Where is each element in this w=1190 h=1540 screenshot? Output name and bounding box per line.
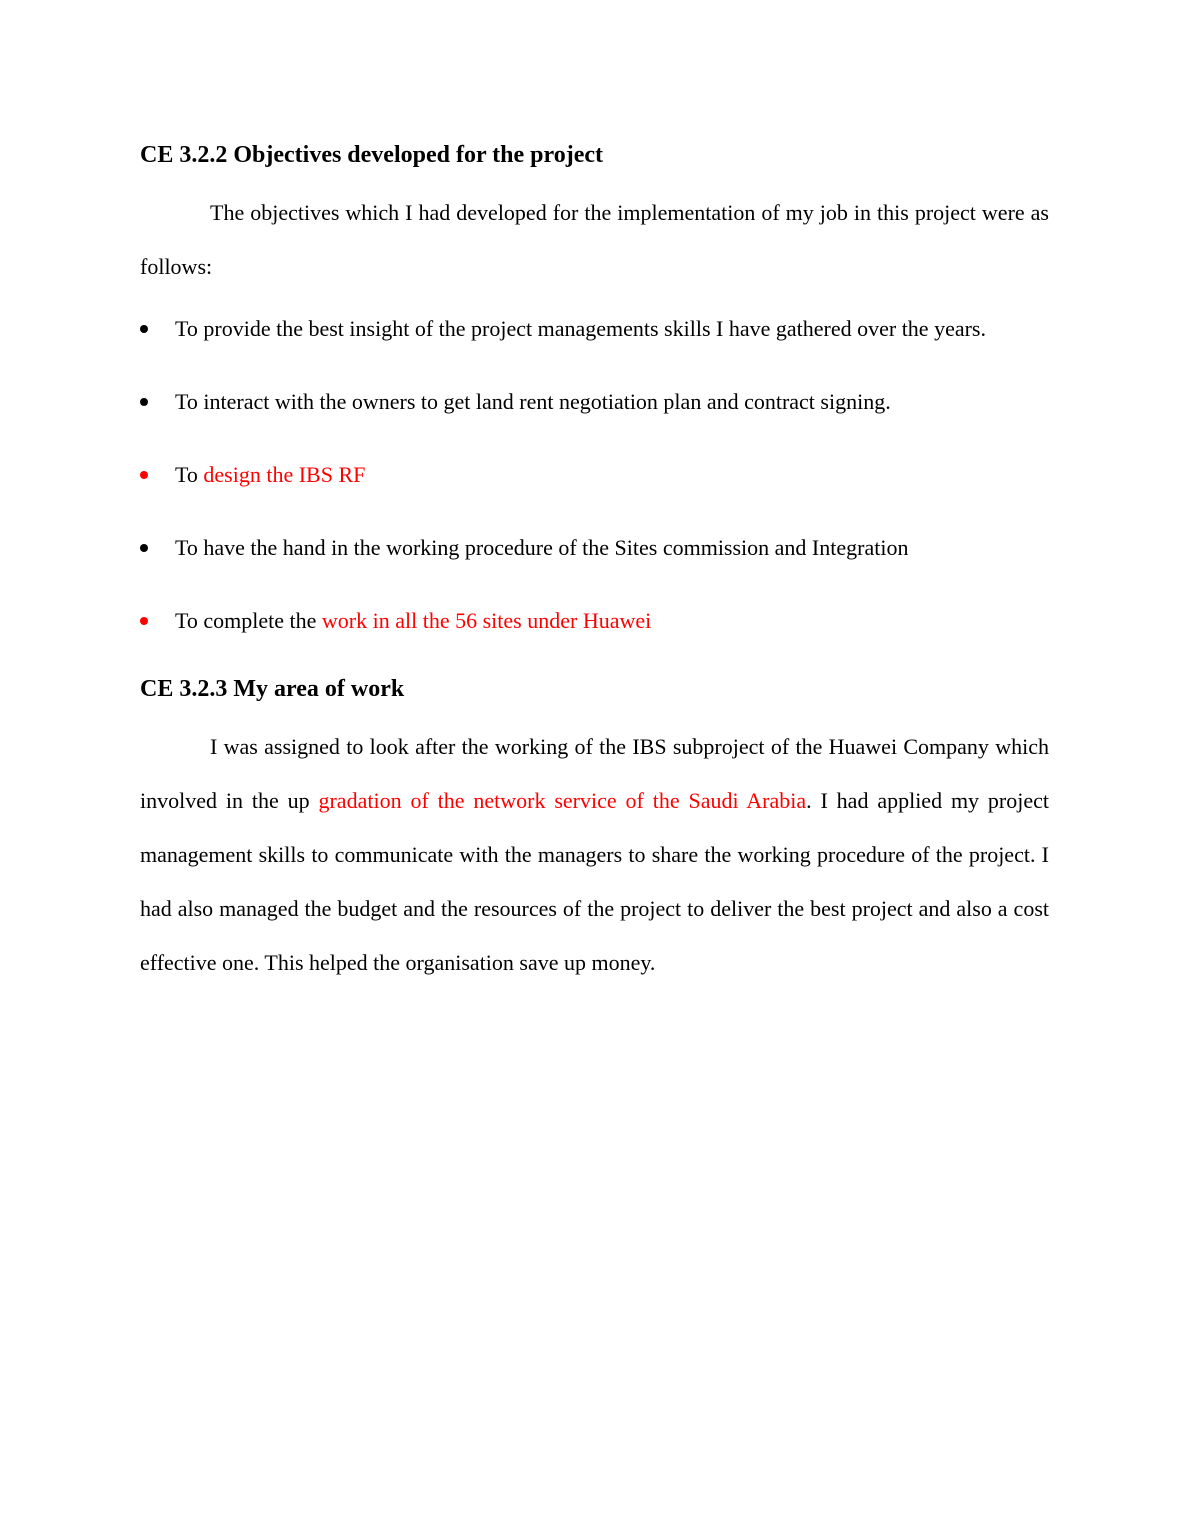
section-heading-objectives: CE 3.2.2 Objectives developed for the project xyxy=(140,142,604,168)
list-item xyxy=(140,386,1049,418)
item-text: To have the hand in the working procedure of the Sites commission and Integration xyxy=(175,535,909,560)
bullet-icon xyxy=(140,617,148,625)
body-text-continued: . I had applied my project management skills to communicate with the managers to share the working procedure of the project. I had also managed the budget and the resources of the project to deliver the best project and also a cost effective one. This helped the organisation save up money. xyxy=(140,788,1050,975)
item-text: To complete the xyxy=(175,608,322,633)
list-item xyxy=(140,313,1049,345)
bullet-icon xyxy=(140,471,148,479)
body-highlight: gradation of the network service of the Saudi Arabia xyxy=(318,788,807,813)
list-item xyxy=(140,532,1049,564)
page-content xyxy=(140,138,1049,990)
item-highlight: work in all the 56 sites under Huawei xyxy=(321,608,652,633)
item-text: To interact with the owners to get land rent negotiation plan and contract signing. xyxy=(175,389,891,414)
list-item xyxy=(140,605,1049,637)
bullet-icon xyxy=(140,325,148,333)
bullet-icon xyxy=(140,398,148,406)
body-text: I was assigned to look after the working of the IBS subproject of the Huawei Company which involved in the up xyxy=(140,734,1049,813)
objectives-list xyxy=(140,313,1049,637)
item-highlight: design the IBS RF xyxy=(203,462,366,487)
item-text: To provide the best insight of the project managements skills I have gathered over the years. xyxy=(175,316,986,341)
objectives-intro: The objectives which I had developed for the implementation of my job in this project were as follows: xyxy=(140,200,1049,279)
area-of-work-body xyxy=(140,720,1049,990)
section-heading-area-of-work: CE 3.2.3 My area of work xyxy=(140,676,405,702)
list-item xyxy=(140,459,1049,491)
bullet-icon xyxy=(140,544,148,552)
item-text: To xyxy=(175,462,204,487)
